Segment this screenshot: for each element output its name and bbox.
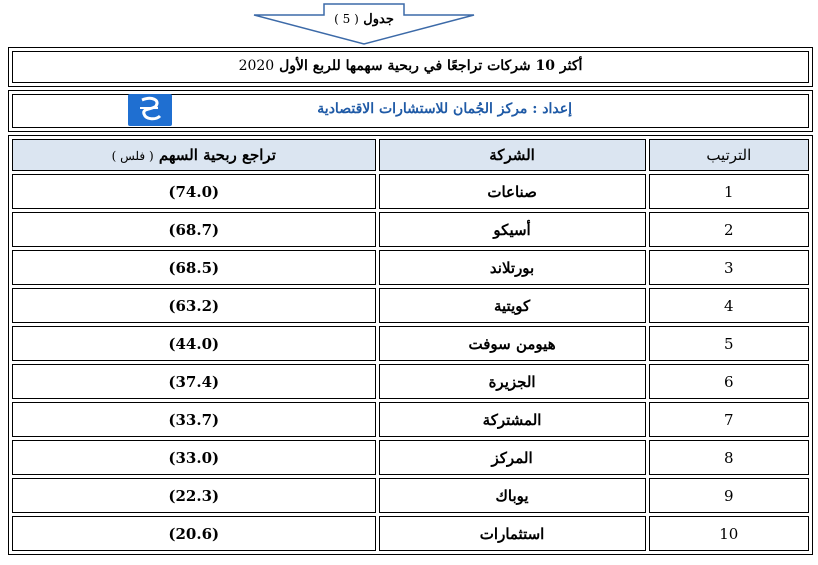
value-cell: (68.5)	[12, 250, 376, 285]
rank-cell: 2	[649, 212, 809, 247]
column-value-unit: ( فلس )	[111, 149, 154, 163]
table-row	[12, 478, 809, 513]
company-cell: بورتلاند	[379, 250, 646, 285]
table-row	[12, 516, 809, 551]
value-cell: (20.6)	[12, 516, 376, 551]
table-word: جدول	[363, 12, 394, 27]
value-cell: (63.2)	[12, 288, 376, 323]
value-cell: (37.4)	[12, 364, 376, 399]
table-number: ( 5 )	[334, 12, 359, 26]
table-row	[12, 174, 809, 209]
value-cell: (44.0)	[12, 326, 376, 361]
column-value-label: تراجع ربحية السهم	[158, 146, 276, 164]
jumaan-logo-icon	[128, 94, 172, 126]
page-title	[9, 58, 812, 74]
table-row	[12, 440, 809, 475]
credit-name: مركز الجُمان للاستشارات الاقتصادية	[317, 101, 528, 117]
rank-cell: 8	[649, 440, 809, 475]
rank-cell: 3	[649, 250, 809, 285]
table-number-label	[252, 12, 476, 27]
credit-line	[317, 101, 572, 117]
credit-label: إعداد	[542, 101, 572, 117]
rank-cell: 7	[649, 402, 809, 437]
table-row	[12, 250, 809, 285]
company-cell: هيومن سوفت	[379, 326, 646, 361]
title-box	[8, 47, 813, 87]
value-cell: (22.3)	[12, 478, 376, 513]
rank-cell: 1	[649, 174, 809, 209]
title-text: أكثر 10 شركات تراجعًا في ربحية سهمها للربع الأول	[279, 58, 583, 74]
rank-cell: 6	[649, 364, 809, 399]
title-year: 2020	[238, 58, 275, 74]
table-row	[12, 326, 809, 361]
table-number-arrow	[252, 3, 476, 45]
company-cell: صناعات	[379, 174, 646, 209]
table-row	[12, 212, 809, 247]
company-cell: المركز	[379, 440, 646, 475]
company-cell: استثمارات	[379, 516, 646, 551]
table-row	[12, 288, 809, 323]
credit-separator: :	[532, 101, 538, 117]
rank-cell: 4	[649, 288, 809, 323]
value-cell: (33.7)	[12, 402, 376, 437]
rank-cell: 9	[649, 478, 809, 513]
table-row	[12, 364, 809, 399]
column-header-rank: الترتيب	[649, 139, 809, 171]
column-header-value	[12, 139, 376, 171]
company-cell: الجزيرة	[379, 364, 646, 399]
company-cell: يوباك	[379, 478, 646, 513]
rank-cell: 5	[649, 326, 809, 361]
table-header-row	[12, 139, 809, 171]
table-row	[12, 402, 809, 437]
value-cell: (33.0)	[12, 440, 376, 475]
value-cell: (74.0)	[12, 174, 376, 209]
value-cell: (68.7)	[12, 212, 376, 247]
company-cell: المشتركة	[379, 402, 646, 437]
rank-cell: 10	[649, 516, 809, 551]
results-table	[8, 135, 813, 555]
column-header-company: الشركة	[379, 139, 646, 171]
company-cell: كويتية	[379, 288, 646, 323]
company-cell: أسيكو	[379, 212, 646, 247]
